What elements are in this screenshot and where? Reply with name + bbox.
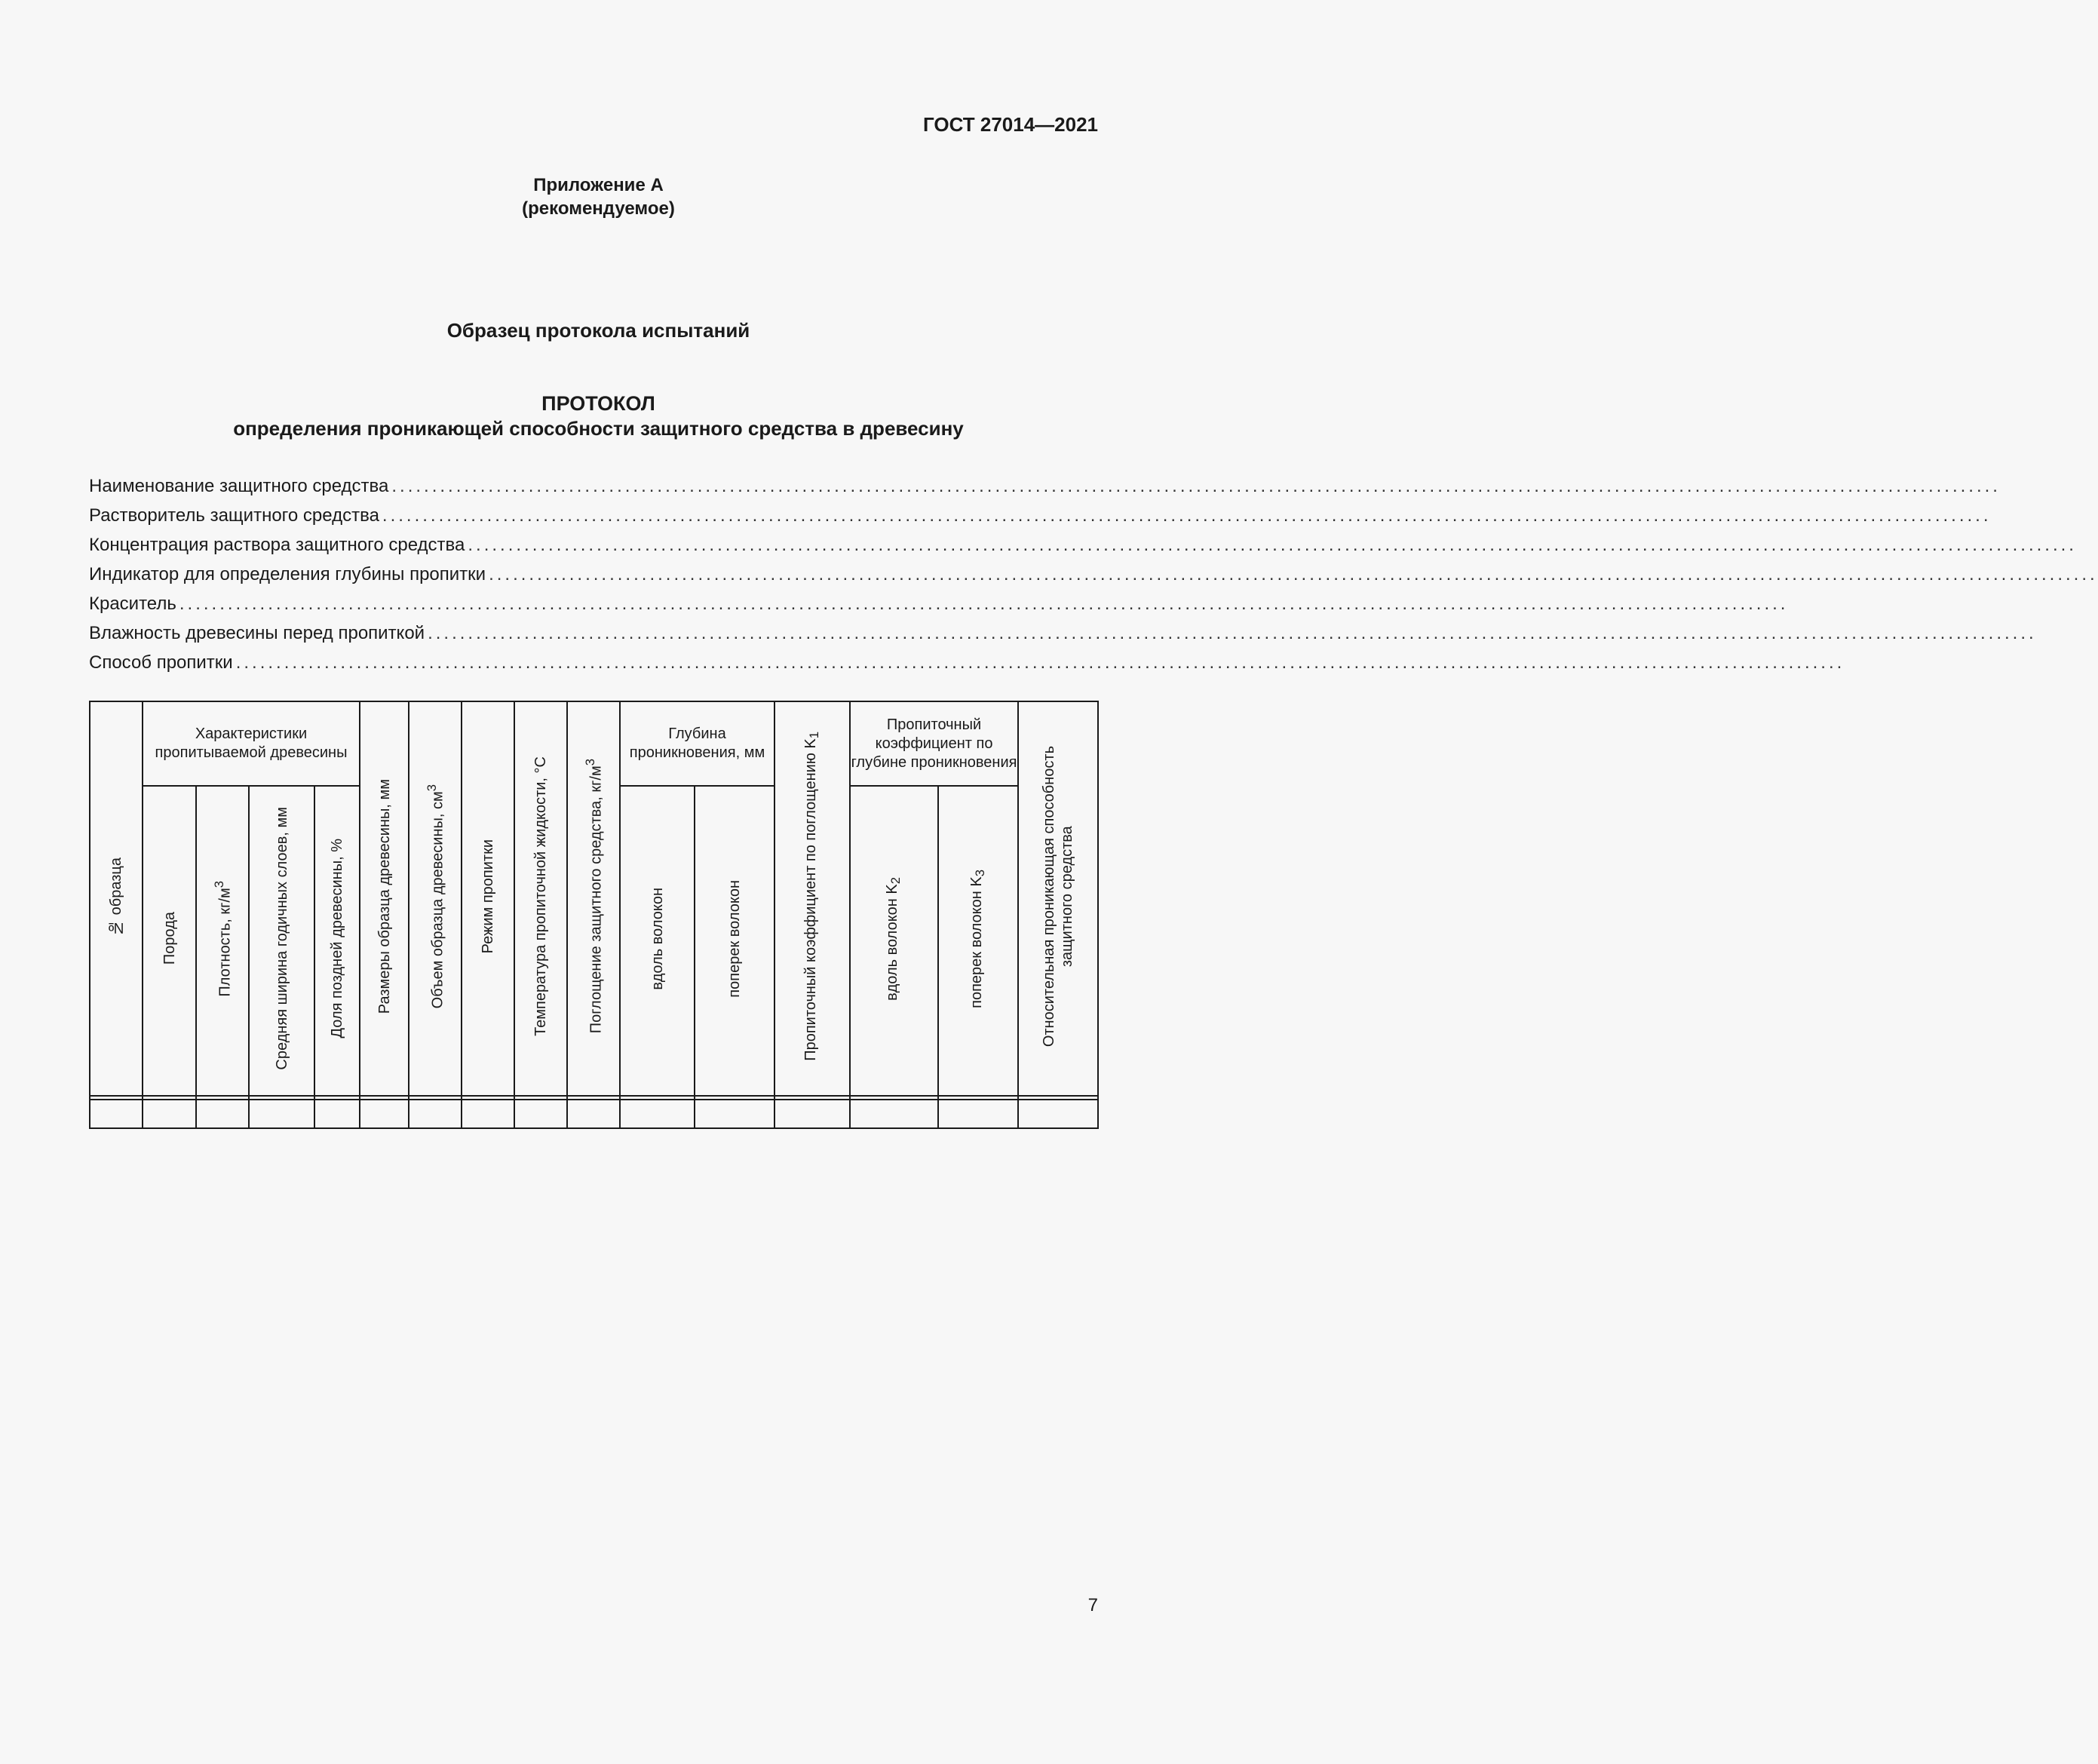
header-depth-along: вдоль волокон (620, 786, 695, 1096)
field-label: Способ пропитки (89, 652, 233, 673)
page-number: 7 (1087, 1595, 1098, 1615)
header-volume: Объем образца древесины, $см^3$ (409, 701, 462, 1096)
field-row (89, 648, 1845, 677)
table-cell[interactable] (314, 1100, 360, 1128)
table-cell[interactable] (514, 1100, 567, 1128)
protocol-subtitle: определения проникающей способности защитного средства в древесину (233, 417, 964, 440)
field-row (89, 471, 2001, 501)
standard-number: ГОСТ 27014—2021 (923, 113, 1098, 136)
fill-line[interactable]: ........................................................................................................................................................................................................ (468, 535, 2077, 555)
field-label: Влажность древесины перед пропиткой (89, 623, 425, 643)
field-row (89, 589, 1789, 618)
table-cell[interactable] (774, 1100, 850, 1128)
table-cell[interactable] (567, 1100, 620, 1128)
header-ring-width: Средняя ширина годичных слоев, мм (249, 786, 314, 1096)
table-cell[interactable] (249, 1100, 314, 1128)
field-label: Растворитель защитного средства (89, 505, 379, 526)
fill-line[interactable]: ........................................................................................................................................................................................................ (382, 505, 1992, 526)
field-row (89, 501, 1992, 530)
table-cell[interactable] (850, 1100, 938, 1128)
header-species: Порода (143, 786, 196, 1096)
table-cell[interactable] (695, 1100, 774, 1128)
field-label: Индикатор для определения глубины пропитки (89, 564, 486, 584)
field-label: Краситель (89, 594, 176, 614)
header-group-coef: Пропиточный коэффициент по глубине проникновения (850, 701, 1018, 786)
header-k2: вдоль волокон $K_2$ (850, 786, 938, 1096)
sample-title: Образец протокола испытаний (446, 319, 750, 342)
protocol-table (89, 701, 1099, 1129)
table-cell[interactable] (90, 1100, 143, 1128)
header-absorption: Поглощение защитного средства, $кг/м^3$ (567, 701, 620, 1096)
fill-line[interactable]: ........................................................................................................................................................................................................ (179, 594, 1789, 614)
table-cell[interactable] (620, 1100, 695, 1128)
header-relative: Относительная проникающая способность защитного средства (1018, 701, 1098, 1096)
table-cell[interactable] (196, 1100, 249, 1128)
header-sample-no: № образца (90, 701, 143, 1096)
header-group-depth: Глубина проникновения, мм (620, 701, 774, 786)
protocol-fields (89, 471, 2098, 677)
appendix-type: (рекомендуемое) (522, 198, 675, 219)
header-mode: Режим пропитки (462, 701, 514, 1096)
table-cell[interactable] (409, 1100, 462, 1128)
table-row (90, 1100, 1098, 1128)
table-cell[interactable] (462, 1100, 514, 1128)
table-cell[interactable] (143, 1100, 196, 1128)
header-latewood: Доля поздней древесины, % (314, 786, 360, 1096)
protocol-title: ПРОТОКОЛ (541, 392, 655, 415)
header-k1: Пропиточный коэффициент по поглощению $K_1$ (774, 701, 850, 1096)
table-cell[interactable] (360, 1100, 409, 1128)
header-dimensions: Размеры образца древесины, мм (360, 701, 409, 1096)
header-depth-across: поперек волокон (695, 786, 774, 1096)
header-density: Плотность, $кг/м^3$ (196, 786, 249, 1096)
field-row (89, 560, 2098, 589)
fill-line[interactable]: ........................................................................................................................................................................................................ (428, 623, 2037, 643)
header-k3: поперек волокон $K_3$ (938, 786, 1018, 1096)
header-group-wood: Характеристики пропитываемой древесины (143, 701, 360, 786)
field-row (89, 618, 2037, 648)
fill-line[interactable]: ........................................................................................................................................................................................................ (391, 476, 2001, 496)
table-cell[interactable] (1018, 1100, 1098, 1128)
fill-line[interactable]: ........................................................................................................................................................................................................ (489, 564, 2098, 584)
field-label: Концентрация раствора защитного средства (89, 535, 465, 555)
fill-line[interactable]: ........................................................................................................................................................................................................ (235, 652, 1845, 673)
field-row (89, 530, 2077, 560)
header-temperature: Температура пропиточной жидкости, °С (514, 701, 567, 1096)
appendix-title: Приложение А (533, 175, 664, 195)
field-label: Наименование защитного средства (89, 476, 389, 496)
table-cell[interactable] (938, 1100, 1018, 1128)
